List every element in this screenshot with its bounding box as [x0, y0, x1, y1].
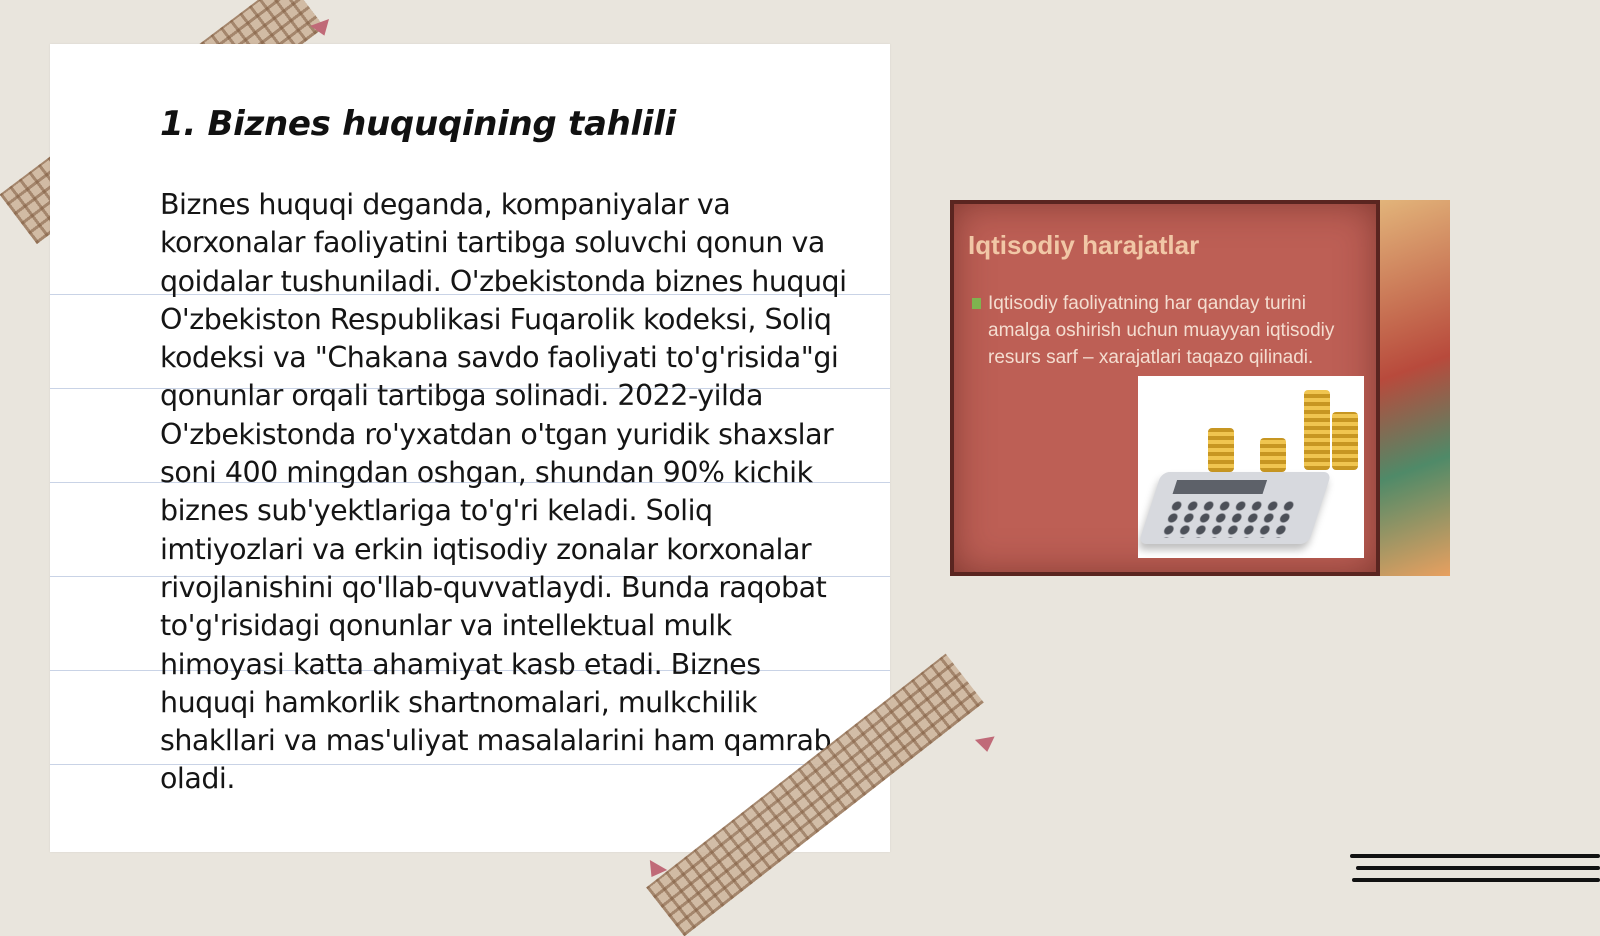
decorative-strokes	[1350, 848, 1600, 888]
stroke-line	[1350, 854, 1600, 858]
calculator-icon	[1138, 472, 1331, 544]
slide-body-text: Biznes huquqi deganda, kompaniyalar va korxonalar faoliyatini tartibga soluvchi qonun va qoidalar tushuniladi. O'zbekistonda biznes huquqi O'zbekiston Respublikasi Fuqarolik kodeksi, Soliq kodeksi va "Chakana savdo faoliyati to'g'risida"gi qonunlar orqali tartibga solinadi. 2022-yilda O'zbekistonda ro'yxatdan o'tgan yuridik shaxslar soni 400 mingdan oshgan, shundan 90% kichik biznes sub'yektlariga to'g'ri keladi. Soliq imtiyozlari va erkin iqtisodiy zonalar korxonalar rivojlanishini qo'llab-quvvatlaydi. Bunda raqobat to'g'risidagi qonunlar va intellektual mulk himoyasi katta ahamiyat kasb etadi. Biznes huquqi hamkorlik shartnomalari, mulkchilik shakllari va mas'uliyat masalalarini ham qamrab oladi.	[160, 188, 847, 796]
stroke-line	[1352, 878, 1600, 882]
stroke-line	[1356, 866, 1600, 870]
slide-title: 1. Biznes huquqining tahlili	[160, 104, 676, 144]
calculator-coins-icon	[1138, 376, 1364, 558]
bullet-icon	[972, 298, 981, 309]
embedded-slide-decoration	[1380, 200, 1450, 576]
embedded-slide-title: Iqtisodiy harajatlar	[968, 230, 1200, 260]
embedded-slide-image	[950, 200, 1450, 576]
tape-tab-icon	[975, 736, 997, 753]
calculator-screen	[1173, 480, 1268, 494]
calculator-keys	[1158, 500, 1300, 538]
embedded-slide-bullet: Iqtisodiy faoliyatning har qanday turini amalga oshirish uchun muayyan iqtisodiy resurs sarf – xarajatlari taqazo qilinadi.	[988, 293, 1335, 368]
coin-stack-icon	[1260, 438, 1286, 472]
embedded-slide-panel	[950, 200, 1380, 576]
coin-stack-icon	[1332, 412, 1358, 470]
coin-stack-icon	[1208, 428, 1234, 472]
coin-stack-icon	[1304, 390, 1330, 470]
